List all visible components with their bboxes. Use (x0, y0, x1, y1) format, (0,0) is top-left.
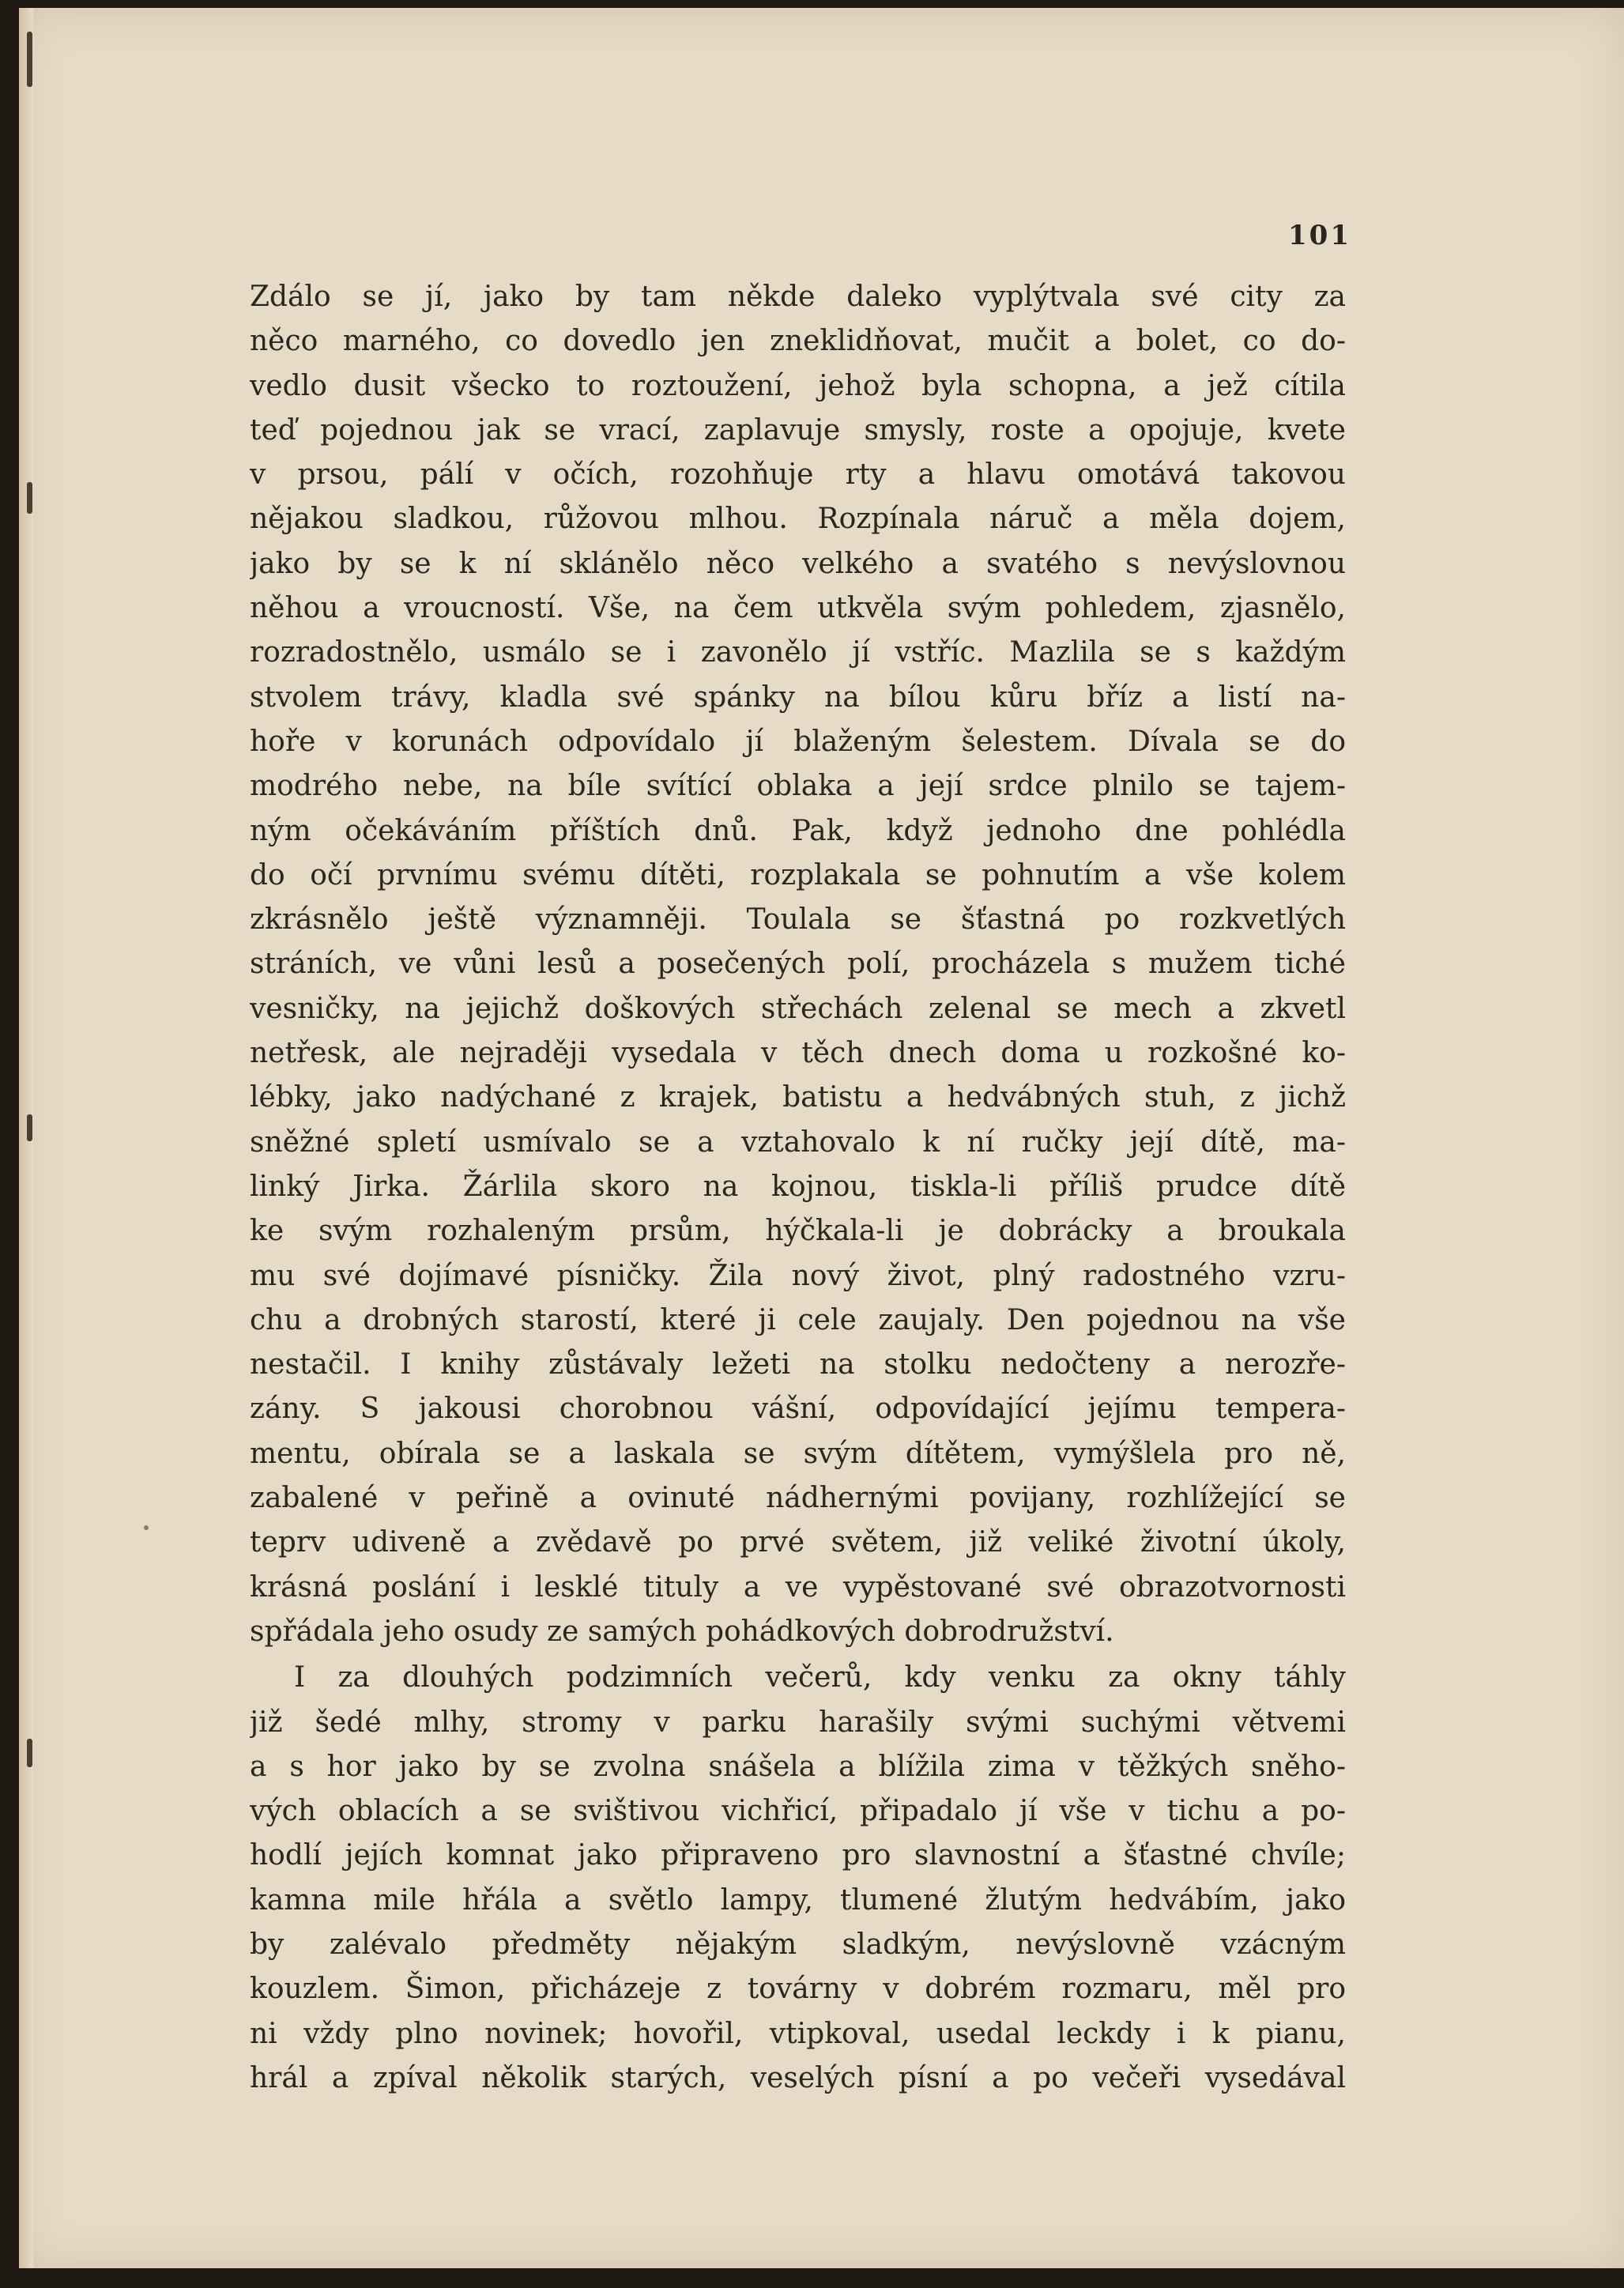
text-line: a s hor jako by se zvolna snášela a blížila zima v těžkých sněho- (250, 1750, 1346, 1783)
text-line: ke svým rozhaleným prsům, hýčkala-li je dobrácky a broukala (250, 1215, 1346, 1248)
text-line: ni vždy plno novinek; hovořil, vtipkoval, usedal leckdy i k pianu, (250, 2017, 1346, 2050)
paragraph (250, 1656, 1346, 2101)
text-line: hrál a zpíval několik starých, veselých písní a po večeři vysedával (250, 2061, 1346, 2094)
binding-mark (27, 1114, 32, 1141)
text-line: něco marného, co dovedlo jen zneklidňovat, mučit a bolet, co do- (250, 325, 1346, 358)
text-line: do očí prvnímu svému dítěti, rozplakala se pohnutím a vše kolem (250, 858, 1346, 891)
text-line: modrého nebe, na bíle svítící oblaka a její srdce plnilo se tajem- (250, 770, 1346, 803)
text-line: by zalévalo předměty nějakým sladkým, nevýslovně vzácným (250, 1928, 1346, 1961)
body-text (250, 275, 1346, 2101)
text-line: hoře v korunách odpovídalo jí blaženým šelestem. Dívala se do (250, 725, 1346, 758)
text-line: vých oblacích a se svištivou vichřicí, připadalo jí vše v tichu a po- (250, 1795, 1346, 1828)
text-line: spřádala jeho osudy ze samých pohádkových dobrodružství. (250, 1615, 1114, 1648)
binding-mark (27, 482, 32, 514)
text-line: ným očekáváním příštích dnů. Pak, když jednoho dne pohlédla (250, 814, 1346, 847)
text-line: vedlo dusit všecko to roztoužení, jehož byla schopna, a jež cítila (250, 369, 1346, 402)
text-line: mu své dojímavé písničky. Žila nový život, plný radostného vzru- (250, 1259, 1346, 1292)
text-line: rozradostnělo, usmálo se i zavonělo jí vstříc. Mazlila se s každým (250, 636, 1346, 669)
text-line: nějakou sladkou, růžovou mlhou. Rozpínala náruč a měla dojem, (250, 503, 1346, 536)
page-number: 101 (1288, 220, 1351, 251)
text-line: linký Jirka. Žárlila skoro na kojnou, tiskla-li příliš prudce dítě (250, 1170, 1346, 1203)
text-line: zkrásnělo ještě významněji. Toulala se šťastná po rozkvetlých (250, 903, 1346, 937)
text-line: stvolem trávy, kladla své spánky na bílou kůru bříz a listí na- (250, 680, 1346, 714)
text-line: něhou a vroucností. Vše, na čem utkvěla svým pohledem, zjasnělo, (250, 592, 1346, 625)
text-line: vesničky, na jejichž doškových střechách zelenal se mech a zkvetl (250, 992, 1346, 1025)
text-line: zány. S jakousi chorobnou vášní, odpovídající jejímu tempera- (250, 1393, 1346, 1426)
paragraph (250, 275, 1346, 1654)
text-line: krásná poslání i lesklé tituly a ve vypěstované své obrazotvornosti (250, 1570, 1346, 1604)
text-line: netřesk, ale nejraději vysedala v těch dnech doma u rozkošné ko- (250, 1037, 1346, 1070)
text-line: hodlí jejích komnat jako připraveno pro slavnostní a šťastné chvíle; (250, 1839, 1346, 1872)
text-line: teprv udiveně a zvědavě po prvé světem, již veliké životní úkoly, (250, 1526, 1346, 1559)
text-line: sněžné spletí usmívalo se a vztahovalo k ní ručky její dítě, ma- (250, 1125, 1346, 1159)
text-line: stráních, ve vůni lesů a posečených polí, procházela s mužem tiché (250, 948, 1346, 981)
text-line: již šedé mlhy, stromy v parku harašily svými suchými větvemi (250, 1706, 1346, 1739)
book-page (19, 8, 1624, 2268)
binding-mark (27, 32, 32, 87)
text-line: teď pojednou jak se vrací, zaplavuje smysly, roste a opojuje, kvete (250, 413, 1346, 447)
text-line: zabalené v peřině a ovinuté nádhernými povijany, rozhlížející se (250, 1482, 1346, 1515)
text-line: jako by se k ní sklánělo něco velkého a svatého s nevýslovnou (250, 547, 1346, 580)
text-line: nestačil. I knihy zůstávaly ležeti na stolku nedočteny a nerozře- (250, 1348, 1346, 1381)
text-line: mentu, obírala se a laskala se svým dítětem, vymýšlela pro ně, (250, 1437, 1346, 1470)
text-line: chu a drobných starostí, které ji cele zaujaly. Den pojednou na vše (250, 1303, 1346, 1336)
text-line: kamna mile hřála a světlo lampy, tlumené žlutým hedvábím, jako (250, 1883, 1346, 1917)
paper-speck (144, 1525, 149, 1530)
text-line: I za dlouhých podzimních večerů, kdy venku za okny táhly (294, 1661, 1346, 1694)
text-line: Zdálo se jí, jako by tam někde daleko vyplýtvala své city za (250, 281, 1346, 313)
text-line: v prsou, pálí v očích, rozohňuje rty a hlavu omotává takovou (250, 458, 1346, 492)
text-line: kouzlem. Šimon, přicházeje z továrny v dobrém rozmaru, měl pro (250, 1973, 1346, 2006)
binding-mark (27, 1739, 32, 1767)
text-line: lébky, jako nadýchané z krajek, batistu a hedvábných stuh, z jichž (250, 1081, 1346, 1114)
